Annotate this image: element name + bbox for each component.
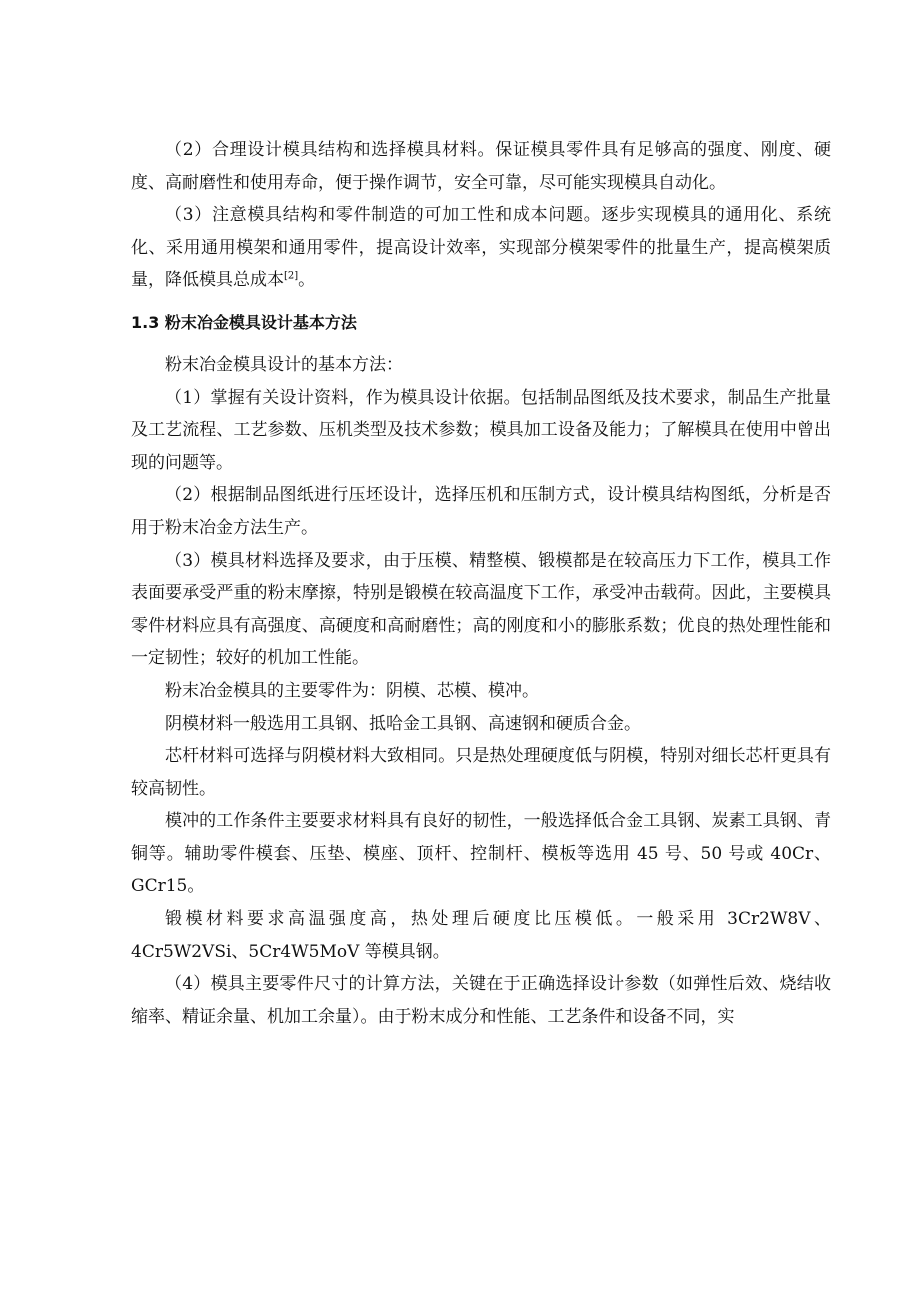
paragraph-step-4: （4）模具主要零件尺寸的计算方法，关键在于正确选择设计参数（如弹性后效、烧结收缩率、精证余量、机加工余量）。由于粉末成分和性能、工艺条件和设备不同，实: [131, 974, 831, 1027]
paragraph-manufacturability-text: （3）注意模具结构和零件制造的可加工性和成本问题。逐步实现模具的通用化、系统化、采用通用模架和通用零件，提高设计效率，实现部分模架零件的批量生产，提高模架质量，降低模具总成本: [131, 205, 831, 291]
paragraph-die-material: 阴模材料一般选用工具钢、抵哈金工具钢、高速钢和硬质合金。: [165, 713, 641, 734]
page-body: [131, 134, 831, 1033]
paragraph-step-2: （2）根据制品图纸进行压坯设计，选择压机和压制方式，设计模具结构图纸，分析是否用于粉末冶金方法生产。: [131, 485, 831, 538]
paragraph-manufacturability: [131, 199, 831, 297]
paragraph-design-structure: （2）合理设计模具结构和选择模具材料。保证模具零件具有足够高的强度、刚度、硬度、高耐磨性和使用寿命，便于操作调节，安全可靠，尽可能实现模具自动化。: [131, 140, 831, 193]
paragraph-forging-die-material: 锻模材料要求高温强度高，热处理后硬度比压模低。一般采用 3Cr2W8V、4Cr5W2VSi、5Cr4W5MoV 等模具钢。: [131, 909, 831, 962]
paragraph-step-1: （1）掌握有关设计资料，作为模具设计依据。包括制品图纸及技术要求，制品生产批量及工艺流程、工艺参数、压机类型及技术参数；模具加工设备及能力；了解模具在使用中曾出现的问题等。: [131, 387, 831, 473]
paragraph-step-3: （3）模具材料选择及要求，由于压模、精整模、锻模都是在较高压力下工作，模具工作表面要承受严重的粉末摩擦，特别是锻模在较高温度下工作，承受冲击载荷。因此，主要模具零件材料应具有高强度、高硬度和高耐磨性；高的刚度和小的膨胀系数；优良的热处理性能和一定韧性；较好的机加工性能。: [131, 550, 831, 669]
paragraph-manufacturability-end: 。: [298, 270, 316, 291]
citation-reference: [2]: [284, 270, 299, 282]
section-heading: 1.3 粉末冶金模具设计基本方法: [131, 312, 357, 332]
paragraph-main-parts: 粉末冶金模具的主要零件为：阴模、芯模、模冲。: [165, 680, 539, 701]
paragraph-punch-material: 模冲的工作条件主要要求材料具有良好的韧性，一般选择低合金工具钢、炭素工具钢、青铜等。辅助零件模套、压垫、模座、顶杆、控制杆、模板等选用 45 号、50 号或 40Cr、GCr15。: [131, 811, 831, 897]
paragraph-core-rod-material: 芯杆材料可选择与阴模材料大致相同。只是热处理硬度低与阴模，特别对细长芯杆更具有较高韧性。: [131, 746, 831, 799]
paragraph-intro: 粉末冶金模具设计的基本方法：: [165, 354, 403, 375]
